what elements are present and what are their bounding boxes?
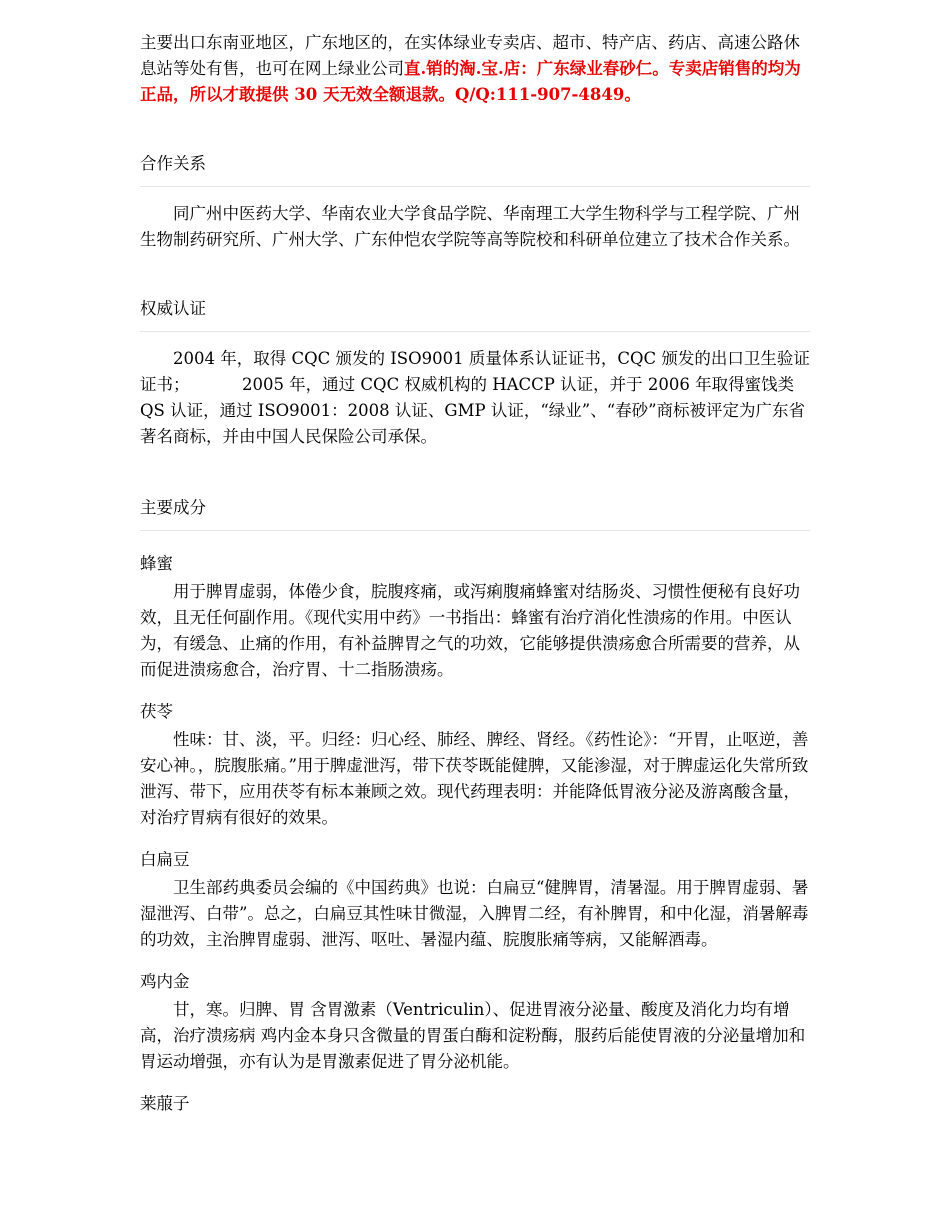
ingredient-title: 白扁豆 xyxy=(140,850,190,869)
shop-promo-text: 直.销的淘.宝.店：广东绿业春砂仁。专卖店销售的均为正品，所以才敢提供 30 天无效全额退款。Q/Q:111-907-4849。 xyxy=(140,59,801,104)
ingredient-paragraph: 甘，寒。归脾、胃 含胃激素（Ventriculin）、促进胃液分泌量、酸度及消化力均有增高，治疗溃疡病 鸡内金本身只含微量的胃蛋白酶和淀粉酶，服药后能使胃液的分泌量增加和胃运动增强，亦有认为是胃激素促进了胃分泌机能。 xyxy=(140,1000,806,1071)
ingredient-title: 茯苓 xyxy=(140,702,173,721)
certification-paragraph xyxy=(140,346,810,450)
ingredient-paragraph: 性味：甘、淡，平。归经：归心经、肺经、脾经、肾经。《药性论》：“开胃，止呕逆，善安心神。，脘腹胀痛。”用于脾虚泄泻，带下茯苓既能健脾，又能渗湿，对于脾虚运化失常所致泄泻、带下，应用茯苓有标本兼顾之效。现代药理表明：并能降低胃液分泌及游离酸含量，对治疗胃病有很好的效果。 xyxy=(140,730,809,827)
document-page xyxy=(140,30,810,1119)
ingredient-title: 莱菔子 xyxy=(140,1094,190,1113)
section-title-cooperation: 合作关系 xyxy=(140,152,810,187)
insurance-text: 并由中国人民保险公司承保。 xyxy=(222,427,437,446)
cooperation-paragraph: 同广州中医药大学、华南农业大学食品学院、华南理工大学生物科学与工程学院、广州生物制药研究所、广州大学、广东仲恺农学院等高等院校和科研单位建立了技术合作关系。 xyxy=(140,204,800,249)
ingredient-title: 蜂蜜 xyxy=(140,554,173,573)
intro-paragraph xyxy=(140,30,810,108)
ingredient-paragraph: 卫生部药典委员会编的《中国药典》也说：白扁豆“健脾胃，清暑湿。用于脾胃虚弱、暑湿泄泻、白带”。总之，白扁豆其性味甘微湿，入脾胃二经，有补脾胃，和中化湿，消暑解毒的功效，主治脾胃虚弱、泄泻、呕吐、暑湿内蕴、脘腹胀痛等病，又能解酒毒。 xyxy=(140,878,809,949)
ingredient-title: 鸡内金 xyxy=(140,972,190,991)
intro-text: 主要出口东南亚地区，广东地区的，在实体绿业专卖店、超市、特产店、药店、高速公路休息站等处有售，也可在网上绿业公司 xyxy=(140,33,800,78)
ingredient-paragraph: 用于脾胃虚弱，体倦少食，脘腹疼痛，或泻痢腹痛蜂蜜对结肠炎、习惯性便秘有良好功效，且无任何副作用。《现代实用中药》一书指出：蜂蜜有治疗消化性溃疡的作用。中医认为，有缓急、止痛的作用，有补益脾胃之气的功效，它能够提供溃疡愈合所需要的营养，从而促进溃疡愈合，治疗胃、十二指肠溃疡。 xyxy=(140,582,800,679)
certification-text: 2004 年，取得 CQC 颁发的 ISO9001 质量体系认证证书，CQC 颁发的出口卫生验证证书； 2005 年，通过 CQC 权威机构的 HACCP 认证，并于 2006 年取得蜜饯类 QS 认证，通过 ISO9001：2008 认证、GMP 认证，“绿业”、“春砂”商标被评定为广东省著名商标， xyxy=(140,349,810,446)
section-title-certification: 权威认证 xyxy=(140,297,810,332)
section-title-ingredients: 主要成分 xyxy=(140,496,810,531)
